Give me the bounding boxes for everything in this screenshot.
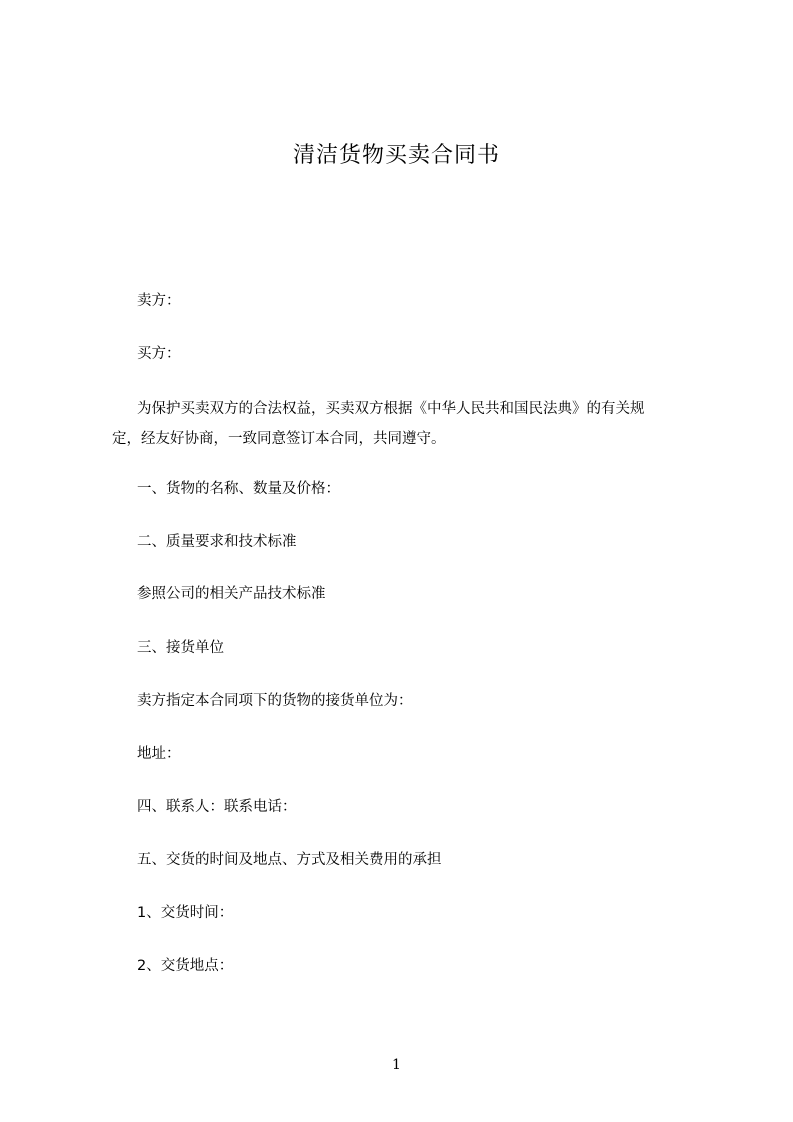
section-3-heading: 三、接货单位 [137, 640, 224, 656]
seller-label: 卖方： [137, 293, 181, 309]
intro-line-2: 定，经友好协商，一致同意签订本合同，共同遵守。 [112, 431, 446, 447]
document-title: 清洁货物买卖合同书 [292, 143, 500, 168]
section-5-heading: 五、交货的时间及地点、方式及相关费用的承担 [137, 852, 442, 868]
intro-paragraph [112, 394, 692, 454]
page-number: 1 [392, 1057, 401, 1073]
address-label: 地址： [137, 746, 181, 762]
section-3-text: 卖方指定本合同项下的货物的接货单位为： [137, 693, 413, 709]
intro-line-1: 为保护买卖双方的合法权益，买卖双方根据《中华人民共和国民法典》的有关规 [137, 401, 645, 417]
delivery-place-item: 2、交货地点： [137, 958, 234, 974]
section-4-heading: 四、联系人：联系电话： [137, 799, 297, 815]
section-2-heading: 二、质量要求和技术标准 [137, 534, 297, 550]
buyer-label: 买方： [137, 346, 181, 362]
section-2-text: 参照公司的相关产品技术标准 [137, 586, 326, 602]
delivery-time-item: 1、交货时间： [137, 905, 234, 921]
section-1-heading: 一、货物的名称、数量及价格： [137, 481, 340, 497]
